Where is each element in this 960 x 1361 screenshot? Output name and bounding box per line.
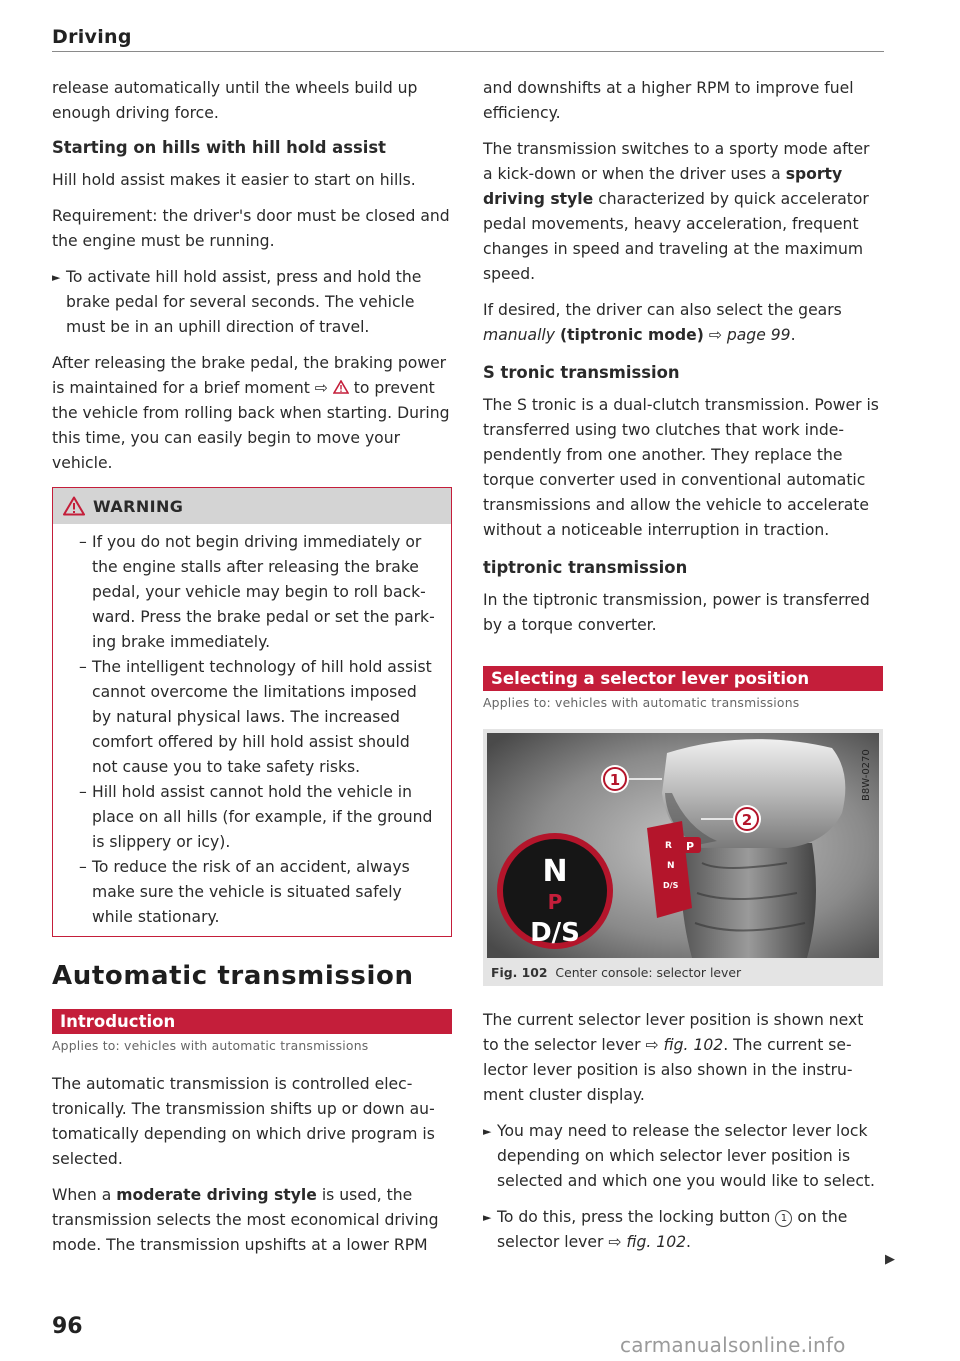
right-column bbox=[483, 76, 883, 1266]
applies-to: Applies to: vehicles with automatic transmissions bbox=[52, 1038, 369, 1053]
step-text: . bbox=[686, 1233, 691, 1251]
ref-arrow-icon: ⇨ bbox=[314, 379, 328, 397]
topic-bar-introduction: Introduction bbox=[52, 1009, 452, 1034]
heading-hill-hold: Starting on hills with hill hold assist bbox=[52, 138, 386, 157]
page-number: 96 bbox=[52, 1314, 83, 1339]
step-item bbox=[483, 1119, 883, 1194]
figure-caption bbox=[487, 958, 879, 986]
warning-ref-icon bbox=[333, 380, 349, 394]
heading-s-tronic: S tronic transmission bbox=[483, 363, 680, 382]
figure-reference-link[interactable]: ⇨ fig. 102 bbox=[645, 1036, 724, 1054]
paragraph: In the tiptronic transmission, power is transferred by a torque converter. bbox=[483, 591, 870, 634]
warning-item: – Hill hold assist cannot hold the vehicle in place on all hills (for example, if the ground is slippery or icy). bbox=[79, 783, 433, 851]
paragraph: release automatically until the wheels build up enough driving force. bbox=[52, 79, 418, 122]
triangle-bullet-icon: ► bbox=[483, 1211, 492, 1224]
paragraph: and downshifts at a higher RPM to improve fuel efficiency. bbox=[483, 79, 854, 122]
warning-item-text: To reduce the risk of an accident, always make sure the vehicle is situated safely while stationary. bbox=[92, 858, 410, 926]
header-rule bbox=[52, 51, 884, 52]
zoom-label-ds: D/S bbox=[530, 918, 580, 948]
heading-tiptronic: tiptronic transmission bbox=[483, 558, 688, 577]
paragraph: The S tronic is a dual-clutch transmission. Power is transferred using two clutches that work independently from one another. They replace the torque converter used in conventional automatic transmissions and allow the vehicle to accelerate without a noticeable interruption in traction. bbox=[483, 396, 879, 539]
callout-2-label: 2 bbox=[741, 811, 753, 829]
warning-item-text: Hill hold assist cannot hold the vehicle in place on all hills (for example, if the ground is slippery or icy). bbox=[92, 783, 433, 851]
figure-caption-text: Center console: selector lever bbox=[555, 965, 742, 980]
text-run: If desired, the driver can also select the gears bbox=[483, 301, 842, 319]
zoom-label-n: N bbox=[542, 854, 568, 889]
warning-item-text: The intelligent technology of hill hold assist cannot overcome the limitations imposed by natural physical laws. The increased comfort offered by hill hold assist should not cause you to take safety risks. bbox=[92, 658, 432, 776]
gate-label-n: N bbox=[667, 861, 675, 871]
warning-title: WARNING bbox=[93, 496, 184, 516]
chapter-heading: Automatic transmission bbox=[52, 961, 414, 991]
warning-item-text: If you do not begin driving immediately or the engine stalls after releasing the brake pedal, your vehicle may begin to roll backward. Press the brake pedal or set the parking brake immediately. bbox=[92, 533, 435, 651]
warning-item: – If you do not begin driving immediately or the engine stalls after releasing the brake pedal, your vehicle may begin to roll backward. Press the brake pedal or set the parking brake immediately. bbox=[79, 533, 435, 651]
applies-to: Applies to: vehicles with automatic transmissions bbox=[483, 695, 800, 710]
paragraph: The automatic transmission is controlled electronically. The transmission shifts up or down automatically depending on which drive program is selected. bbox=[52, 1075, 435, 1168]
figure-102 bbox=[483, 729, 883, 986]
text-run: The transmission switches to a sporty mode after a kick-down or when the driver uses a bbox=[483, 140, 870, 183]
text-run: When a bbox=[52, 1186, 117, 1204]
section-title: Driving bbox=[52, 26, 132, 48]
bold-term: (tiptronic mode) bbox=[559, 326, 704, 344]
park-button-label: P bbox=[686, 840, 695, 853]
gate-label-r: R bbox=[665, 841, 672, 851]
left-column bbox=[52, 76, 452, 1269]
warning-header bbox=[53, 488, 451, 524]
bold-term: sporty driving style bbox=[483, 165, 843, 208]
paragraph bbox=[52, 351, 452, 476]
text-run: to prevent the vehicle from rolling back when starting. During this time, you can easily begin to move your vehicle. bbox=[52, 379, 450, 472]
warning-box bbox=[52, 487, 452, 937]
continue-arrow-icon: ▶ bbox=[885, 1252, 895, 1267]
warning-item: – The intelligent technology of hill hold assist cannot overcome the limitations imposed by natural physical laws. The increased comfort offered by hill hold assist should not cause you to take safety risks. bbox=[79, 658, 432, 776]
paragraph bbox=[52, 1183, 452, 1258]
paragraph bbox=[483, 1008, 883, 1108]
paragraph bbox=[483, 137, 883, 287]
step-text: To do this, press the locking button bbox=[497, 1208, 776, 1226]
callout-1-label: 1 bbox=[609, 771, 621, 789]
gate-label-ds: D/S bbox=[663, 881, 679, 890]
text-run: The current selector lever position is shown next to the selector lever bbox=[483, 1011, 864, 1054]
step-text: on the selector lever bbox=[497, 1208, 848, 1251]
figure-reference-link[interactable]: ⇨ fig. 102 bbox=[608, 1233, 687, 1251]
step-item bbox=[52, 265, 452, 340]
running-header bbox=[52, 26, 884, 48]
step-text: You may need to release the selector lever lock depending on which selector lever position is selected and which one you would like to select. bbox=[497, 1122, 875, 1190]
figure-number: Fig. 102 bbox=[491, 965, 548, 980]
selector-lever-illustration bbox=[487, 733, 879, 958]
step-item bbox=[483, 1205, 883, 1255]
text-run: After releasing the brake pedal, the braking power is maintained for a brief moment bbox=[52, 354, 447, 397]
paragraph: Hill hold assist makes it easier to start on hills. bbox=[52, 171, 416, 189]
text-run: . The current selector lever position is also shown in the instrument cluster display. bbox=[483, 1036, 853, 1104]
triangle-bullet-icon: ► bbox=[52, 271, 61, 284]
warning-item: – To reduce the risk of an accident, always make sure the vehicle is situated safely while stationary. bbox=[79, 858, 410, 926]
page-reference-link[interactable]: ⇨ page 99 bbox=[708, 326, 791, 344]
topic-bar-selecting: Selecting a selector lever position bbox=[483, 666, 883, 691]
figure-code: B8W-0270 bbox=[861, 749, 872, 801]
triangle-bullet-icon: ► bbox=[483, 1125, 492, 1138]
italic-term: manually bbox=[483, 326, 555, 344]
bold-term: moderate driving style bbox=[116, 1186, 317, 1204]
text-run: characterized by quick accelerator pedal movements, heavy acceleration, frequent changes in speed and traveling at the maximum speed. bbox=[483, 190, 869, 283]
lever-boot bbox=[681, 843, 816, 958]
warning-triangle-icon bbox=[63, 496, 85, 516]
zoom-label-p: P bbox=[547, 890, 563, 914]
paragraph: Requirement: the driver's door must be closed and the engine must be running. bbox=[52, 207, 450, 250]
watermark: carmanualsonline.info bbox=[620, 1333, 846, 1357]
warning-body bbox=[53, 524, 451, 936]
paragraph: If desired, the driver can also select the gears manually (tiptronic mode) ⇨ page 99. bbox=[483, 301, 842, 344]
step-text: To activate hill hold assist, press and hold the brake pedal for several seconds. The vehicle must be in an uphill direction of travel. bbox=[66, 268, 422, 336]
text-run: is used, the transmission selects the most economical driving mode. The transmission upshifts at a lower RPM bbox=[52, 1186, 439, 1254]
callout-ref-icon: 1 bbox=[775, 1210, 792, 1227]
